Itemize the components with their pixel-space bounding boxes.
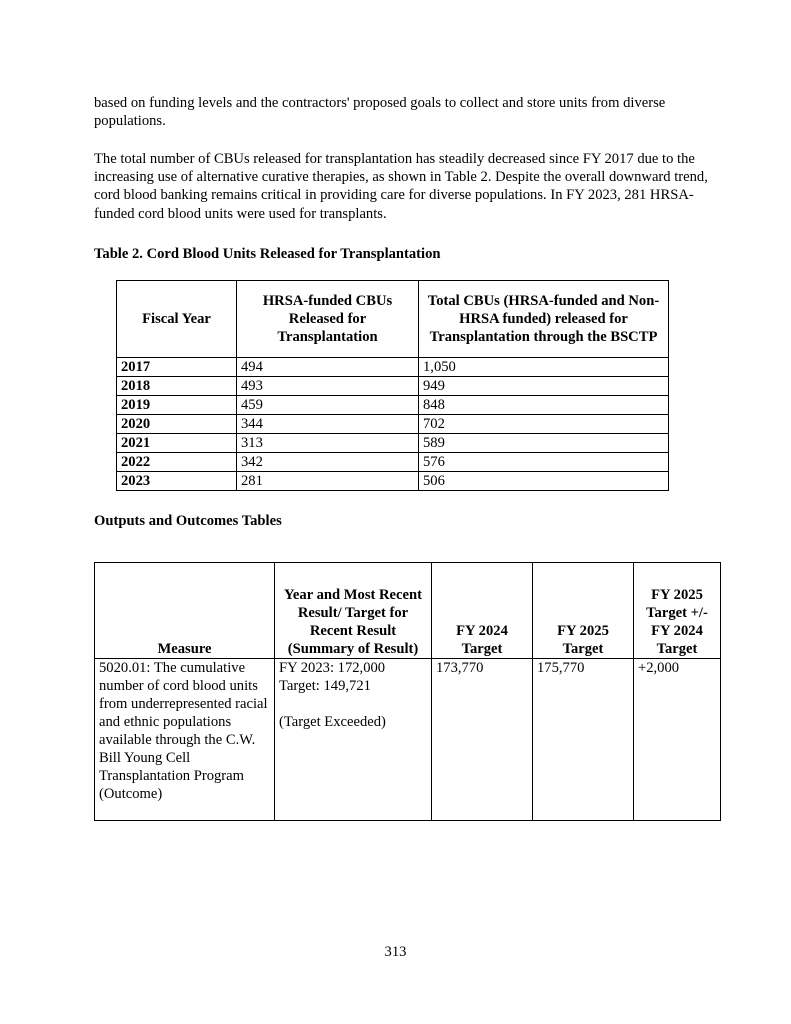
col-header-recent-result: Year and Most Recent Result/ Target for Recent Result (Summary of Result) xyxy=(275,563,432,659)
col-header-fiscal-year: Fiscal Year xyxy=(117,281,237,358)
table-row xyxy=(117,377,669,396)
cell-year: 2021 xyxy=(117,434,237,453)
cbu-release-table xyxy=(116,280,669,491)
cell-total: 589 xyxy=(419,434,669,453)
col-header-target-diff: FY 2025 Target +/- FY 2024 Target xyxy=(634,563,721,659)
table-row xyxy=(117,434,669,453)
table2-title: Table 2. Cord Blood Units Released for Transplantation xyxy=(94,246,441,262)
cell-total: 702 xyxy=(419,415,669,434)
cell-hrsa: 344 xyxy=(237,415,419,434)
cell-fy2024-target: 173,770 xyxy=(432,659,533,821)
cell-fy2025-target: 175,770 xyxy=(533,659,634,821)
result-fy2023: FY 2023: 172,000 xyxy=(279,660,386,676)
cell-target-diff: +2,000 xyxy=(634,659,721,821)
table-row xyxy=(117,472,669,491)
cell-total: 576 xyxy=(419,453,669,472)
col-header-hrsa-funded: HRSA-funded CBUs Released for Transplantation xyxy=(237,281,419,358)
cell-year: 2017 xyxy=(117,358,237,377)
page-number: 313 xyxy=(384,944,407,960)
cell-year: 2018 xyxy=(117,377,237,396)
intro-paragraph-1: based on funding levels and the contractors' proposed goals to collect and store units from diverse populations. xyxy=(94,95,666,130)
cell-hrsa: 459 xyxy=(237,396,419,415)
cell-hrsa: 313 xyxy=(237,434,419,453)
cell-total: 848 xyxy=(419,396,669,415)
cell-measure: 5020.01: The cumulative number of cord blood units from underrepresented racial and ethnic populations available through the C.W. Bill Young Cell Transplantation Program (Outcome) xyxy=(95,659,275,821)
cell-hrsa: 342 xyxy=(237,453,419,472)
table-header-row xyxy=(95,563,721,659)
table-row xyxy=(117,396,669,415)
cell-recent-result xyxy=(275,659,432,821)
cell-year: 2023 xyxy=(117,472,237,491)
cell-hrsa: 494 xyxy=(237,358,419,377)
table-row xyxy=(117,415,669,434)
cell-hrsa: 281 xyxy=(237,472,419,491)
result-spacer xyxy=(279,695,427,713)
col-header-fy2025-target: FY 2025 Target xyxy=(533,563,634,659)
cell-total: 949 xyxy=(419,377,669,396)
table-header-row xyxy=(117,281,669,358)
cell-year: 2022 xyxy=(117,453,237,472)
col-header-measure: Measure xyxy=(95,563,275,659)
outputs-title: Outputs and Outcomes Tables xyxy=(94,513,282,529)
col-header-fy2024-target: FY 2024 Target xyxy=(432,563,533,659)
table-row xyxy=(117,358,669,377)
cell-total: 506 xyxy=(419,472,669,491)
cell-total: 1,050 xyxy=(419,358,669,377)
intro-paragraph-2: The total number of CBUs released for transplantation has steadily decreased since FY 2017 due to the increasing use of alternative curative therapies, as shown in Table 2. Despite the overall downward trend, cord blood banking remains critical in providing care for diverse populations. In FY 2023, 281 HRSA-funded cord blood units were used for transplants. xyxy=(94,151,708,222)
outputs-outcomes-table xyxy=(94,562,721,821)
result-target: Target: 149,721 xyxy=(279,678,371,694)
result-summary: (Target Exceeded) xyxy=(279,714,386,730)
cell-hrsa: 493 xyxy=(237,377,419,396)
table-row xyxy=(117,453,669,472)
cell-year: 2020 xyxy=(117,415,237,434)
col-header-total-cbus: Total CBUs (HRSA-funded and Non-HRSA funded) released for Transplantation through the BSCTP xyxy=(419,281,669,358)
table-row xyxy=(95,659,721,821)
cell-year: 2019 xyxy=(117,396,237,415)
